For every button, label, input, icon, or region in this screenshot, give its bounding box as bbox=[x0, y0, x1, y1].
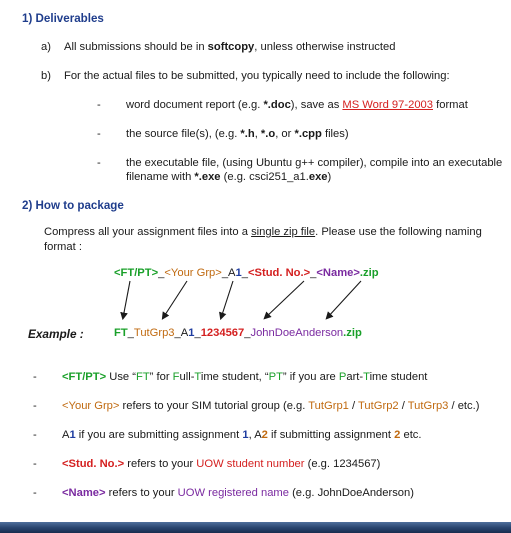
example-label: Example : bbox=[28, 327, 84, 341]
note-your-grp: <Your Grp> refers to your SIM tutorial group (e.g. TutGrp1 / TutGrp2 / TutGrp3 / etc.) bbox=[62, 400, 480, 412]
item-a-text: All submissions should be in softcopy, unless otherwise instructed bbox=[64, 41, 396, 53]
item-b-text: For the actual files to be submitted, you typically need to include the following: bbox=[64, 70, 450, 82]
list-dash: - bbox=[33, 429, 37, 441]
note-stud-no: <Stud. No.> refers to your UOW student number (e.g. 1234567) bbox=[62, 458, 381, 470]
list-dash: - bbox=[33, 400, 37, 412]
item-b-marker: b) bbox=[41, 70, 51, 82]
single-zip-file-text: single zip file bbox=[251, 226, 316, 238]
section-heading-how-to-package: 2) How to package bbox=[22, 199, 124, 212]
note-name: <Name> refers to your UOW registered name (e.g. JohnDoeAnderson) bbox=[62, 487, 414, 499]
arrow-a1 bbox=[221, 281, 233, 318]
section-heading-deliverables: 1) Deliverables bbox=[22, 12, 104, 25]
list-dash: - bbox=[97, 157, 101, 169]
list-dash: - bbox=[33, 371, 37, 383]
list-dash: - bbox=[33, 458, 37, 470]
naming-pattern: <FT/PT>_<Your Grp>_A1_<Stud. No.>_<Name>.zip bbox=[114, 267, 379, 279]
list-item-executable-line1: the executable file, (using Ubuntu g++ compiler), compile into an executable bbox=[126, 157, 503, 169]
list-item-word-doc: word document report (e.g. *.doc), save as MS Word 97-2003 format bbox=[126, 99, 468, 111]
list-dash: - bbox=[33, 487, 37, 499]
ms-word-link[interactable]: MS Word 97-2003 bbox=[342, 99, 433, 111]
item-a-marker: a) bbox=[41, 41, 51, 53]
note-ftpt: <FT/PT> Use “FT” for Full-Time student, “PT” if you are Part-Time student bbox=[62, 371, 428, 383]
package-paragraph-line2: format : bbox=[44, 241, 82, 253]
note-assignment: A1 if you are submitting assignment 1, A2 if submitting assignment 2 etc. bbox=[62, 429, 422, 441]
list-item-source-files: the source file(s), (e.g. *.h, *.o, or *.cpp files) bbox=[126, 128, 349, 140]
example-filename: FT_TutGrp3_A1_1234567_JohnDoeAnderson.zip bbox=[114, 327, 362, 339]
arrow-ftpt bbox=[123, 281, 130, 318]
list-item-executable-line2: filename with *.exe (e.g. csci251_a1.exe) bbox=[126, 171, 332, 183]
arrow-grp bbox=[163, 281, 187, 318]
arrow-name bbox=[327, 281, 361, 318]
footer-bar bbox=[0, 522, 511, 533]
package-paragraph-line1: Compress all your assignment files into a single zip file. Please use the following naming bbox=[44, 226, 482, 238]
list-dash: - bbox=[97, 128, 101, 140]
list-dash: - bbox=[97, 99, 101, 111]
arrow-studno bbox=[265, 281, 304, 318]
